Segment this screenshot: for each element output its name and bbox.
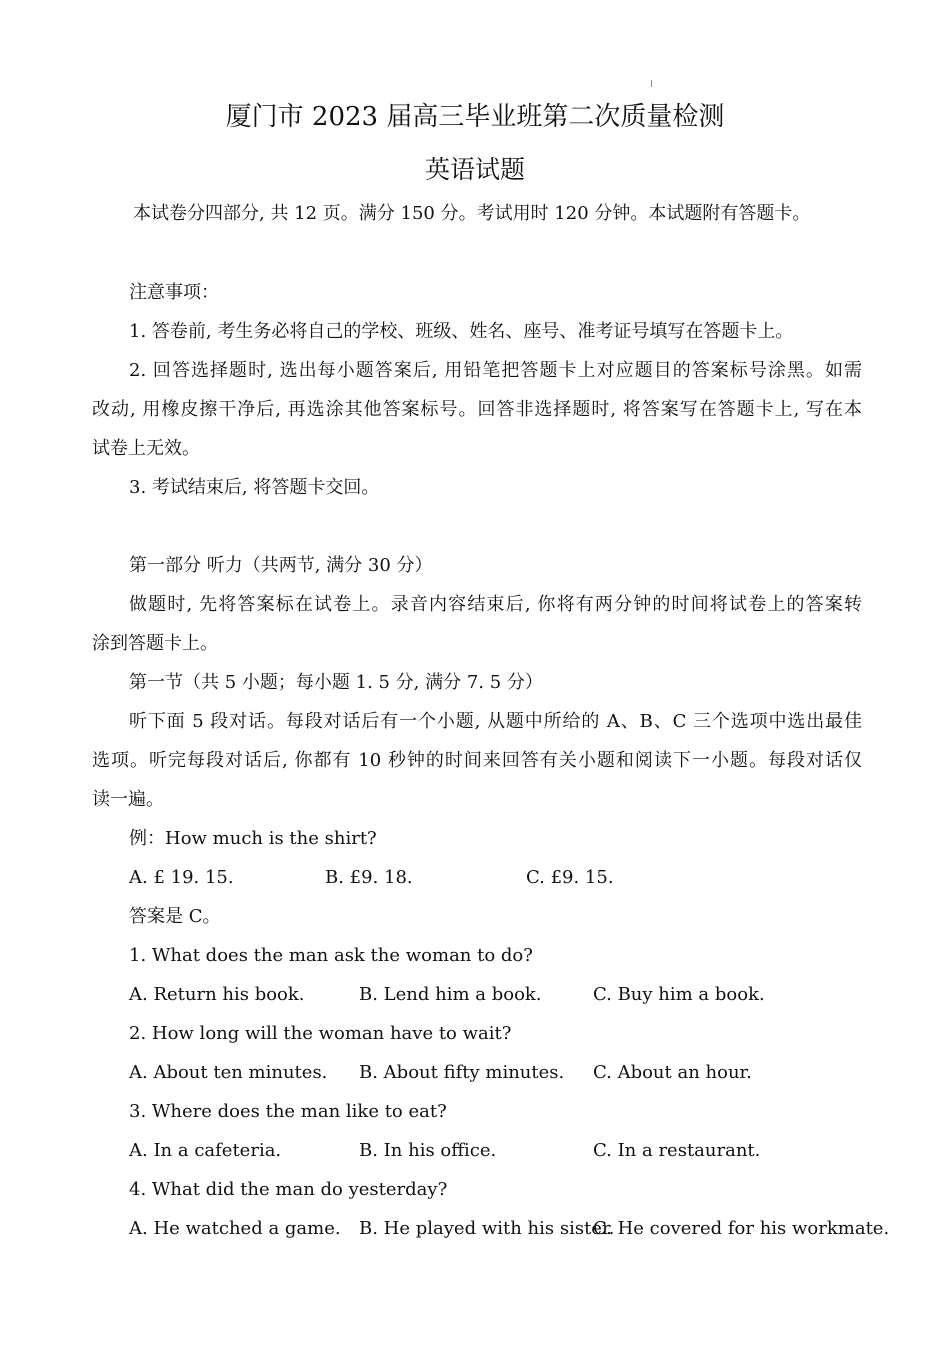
exam-title: 厦门市 2023 届高三毕业班第二次质量检测	[225, 102, 725, 132]
question-4-option-a: A. He watched a game.	[129, 1218, 341, 1239]
question-3: 3. Where does the man like to eat?	[129, 1101, 447, 1122]
question-3-option-a: A. In a cafeteria.	[129, 1140, 282, 1161]
part1-desc-line-2: 涂到答题卡上。	[92, 633, 218, 654]
exam-subtitle: 英语试题	[424, 155, 525, 184]
part1-heading: 第一部分 听力（共两节, 满分 30 分）	[129, 555, 433, 576]
section1-heading: 第一节（共 5 小题；每小题 1. 5 分, 满分 7. 5 分）	[129, 672, 543, 693]
example-option-a: A. £ 19. 15.	[129, 867, 234, 888]
notes-item-2-line-2: 改动, 用橡皮擦干净后, 再选涂其他答案标号。回答非选择题时, 将答案写在答题卡上, 写在本	[92, 399, 862, 420]
notes-item-1: 1. 答卷前, 考生务必将自己的学校、班级、姓名、座号、准考证号填写在答题卡上。	[129, 321, 794, 342]
section1-desc-line-1: 听下面 5 段对话。每段对话后有一个小题, 从题中所给的 A、B、C 三个选项中选出最佳	[129, 711, 862, 732]
question-2-option-b: B. About fifty minutes.	[359, 1062, 565, 1083]
question-1-option-c: C. Buy him a book.	[593, 984, 765, 1005]
example-option-c: C. £9. 15.	[526, 867, 614, 888]
question-2: 2. How long will the woman have to wait?	[129, 1023, 512, 1044]
exam-intro: 本试卷分四部分, 共 12 页。满分 150 分。考试用时 120 分钟。本试题附有答题卡。	[133, 203, 811, 224]
notes-heading: 注意事项：	[129, 282, 219, 303]
question-4: 4. What did the man do yesterday?	[129, 1179, 448, 1200]
question-4-option-b: B. He played with his sister.	[359, 1218, 615, 1239]
example-option-b: B. £9. 18.	[325, 867, 413, 888]
question-1: 1. What does the man ask the woman to do?	[129, 945, 533, 966]
question-1-option-b: B. Lend him a book.	[359, 984, 542, 1005]
example-answer: 答案是 C。	[129, 906, 221, 927]
example-question: 例：How much is the shirt?	[129, 828, 377, 849]
section1-desc-line-2: 选项。听完每段对话后, 你都有 10 秒钟的时间来回答有关小题和阅读下一小题。每段对话仅	[92, 750, 862, 771]
notes-item-2-line-3: 试卷上无效。	[92, 438, 200, 459]
question-4-option-c: C. He covered for his workmate.	[593, 1218, 890, 1239]
question-2-option-a: A. About ten minutes.	[129, 1062, 328, 1083]
question-2-option-c: C. About an hour.	[593, 1062, 752, 1083]
question-3-option-c: C. In a restaurant.	[593, 1140, 761, 1161]
page-mark	[651, 80, 652, 87]
notes-item-2-line-1: 2. 回答选择题时, 选出每小题答案后, 用铅笔把答题卡上对应题目的答案标号涂黑。如需	[129, 360, 862, 381]
part1-desc-line-1: 做题时, 先将答案标在试卷上。录音内容结束后, 你将有两分钟的时间将试卷上的答案转	[129, 594, 862, 615]
question-1-option-a: A. Return his book.	[129, 984, 305, 1005]
notes-item-3: 3. 考试结束后, 将答题卡交回。	[129, 477, 380, 498]
question-3-option-b: B. In his office.	[359, 1140, 497, 1161]
section1-desc-line-3: 读一遍。	[92, 789, 164, 810]
